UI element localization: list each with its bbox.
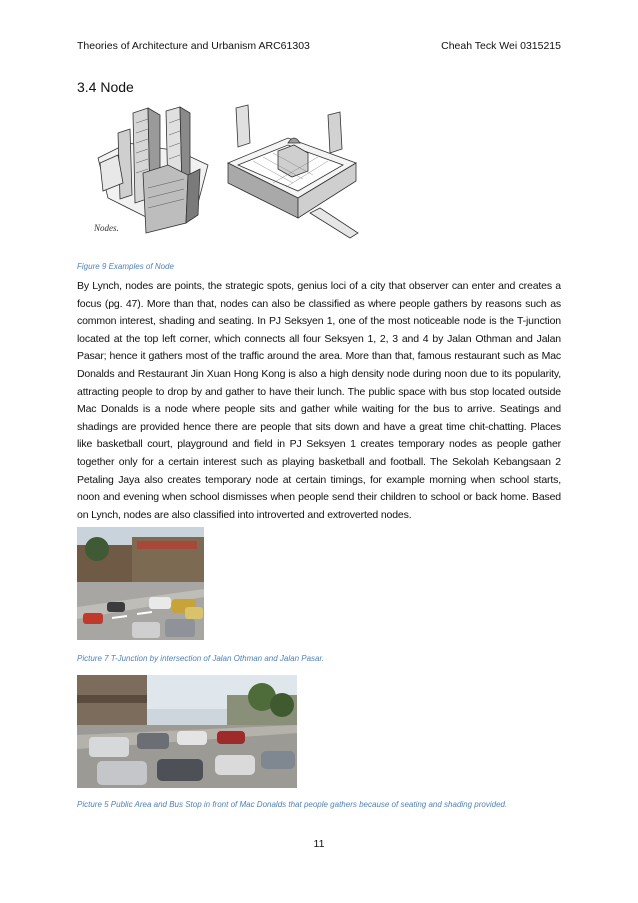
figure-label: Nodes.	[94, 223, 119, 233]
t-junction-photo-illustration	[77, 527, 204, 640]
header-author: Cheah Teck Wei 0315215	[441, 40, 561, 52]
nodes-sketch-illustration	[88, 103, 360, 246]
nodes-sketch-figure	[88, 103, 360, 246]
figure-caption: Figure 9 Examples of Node	[77, 262, 174, 271]
bus-stop-photo	[77, 675, 297, 788]
picture-5-caption: Picture 5 Public Area and Bus Stop in front of Mac Donalds that people gathers because of seating and shading provided.	[77, 800, 508, 809]
section-title: 3.4 Node	[77, 79, 134, 95]
t-junction-photo	[77, 527, 204, 640]
body-paragraph: By Lynch, nodes are points, the strategic spots, genius loci of a city that observer can enter and creates a focus (pg. 47). More than that, nodes can also be classified as where people gathers by reasons such as common interest, shading and seating. In PJ Seksyen 1, one of the most noticeable node is the T-junction located at the top left corner, which connects all four Seksyen 1, 2, 3 and 4 by Jalan Othman and Jalan Pasar; hence it gathers most of the traffic around the area. More than that, famous restaurant such as Mac Donalds and Restaurant Jin Xuan Hong Kong is also a high density node during noon due to its popularity, attracting people to drop by and gather to have their lunch. The public space with bus stop located outside Mac Donalds is a node where people sits and gather while waiting for the bus to arrive. Seatings and shadings are provided hence there are people that sits down and have a great time chit-chatting. Places like basketball court, playground and field in PJ Seksyen 1 creates temporary nodes as people gather together only for a certain interest such as playing basketball and football. The Sekolah Kebangsaan 2 Petaling Jaya also creates temporary node at certain timings, for example morning when school starts, noon and evening when school dismisses when people send their children to school or back home. Based on Lynch, nodes are also classified into introverted and extroverted nodes.	[77, 280, 561, 521]
page-number: 11	[313, 838, 325, 850]
picture-7-caption: Picture 7 T-Junction by intersection of Jalan Othman and Jalan Pasar.	[77, 654, 325, 663]
bus-stop-photo-illustration	[77, 675, 297, 788]
header-course-title: Theories of Architecture and Urbanism ARC61303	[77, 40, 310, 52]
